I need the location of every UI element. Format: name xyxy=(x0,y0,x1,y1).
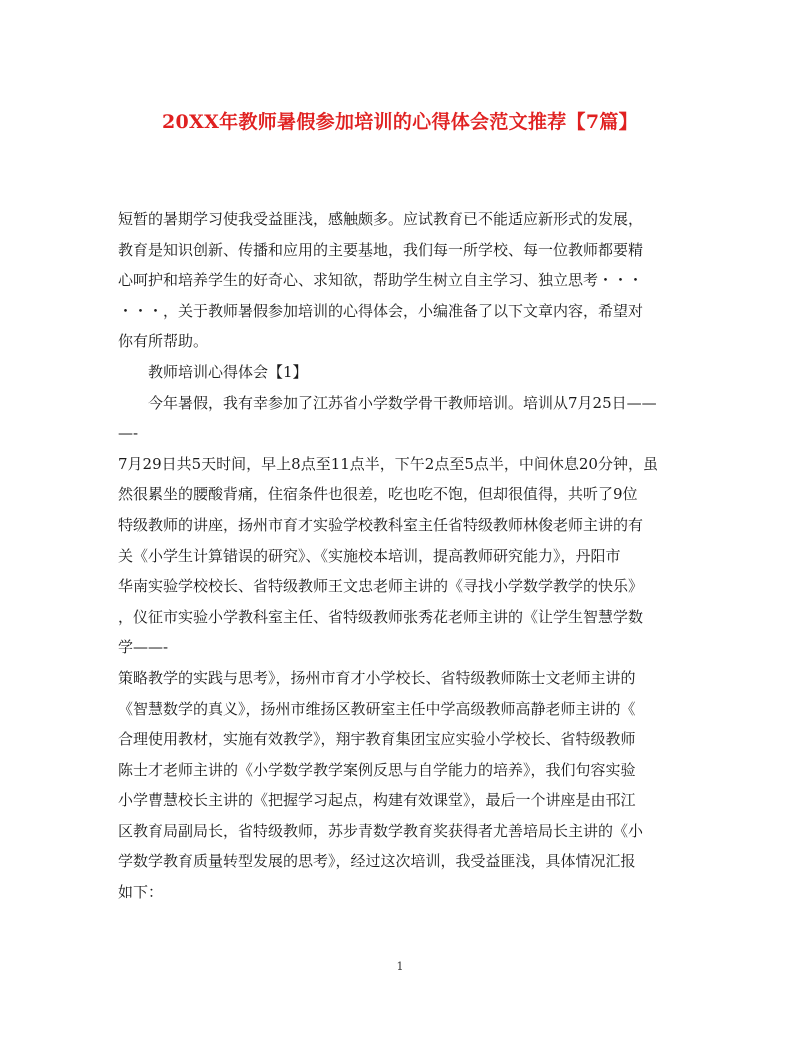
body-line: 7月29日共5天时间，早上8点至11点半，下午2点至5点半，中间休息20分钟，虽 xyxy=(118,454,658,473)
body-line: 你有所帮助。 xyxy=(118,332,209,351)
body-line: 学数学教育质量转型发展的思考》，经过这次培训，我受益匪浅，具体情况汇报 xyxy=(118,852,636,871)
body-line: 策略教学的实践与思考》，扬州市育才小学校长、省特级教师陈士文老师主讲的 xyxy=(118,668,636,687)
body-line: 学——- xyxy=(118,638,169,657)
body-line: ・・・，关于教师暑假参加培训的心得体会，小编准备了以下文章内容，希望对 xyxy=(118,301,644,320)
body-line: 合理使用教材，实施有效教学》，翔宇教育集团宝应实验小学校长、省特级教师 xyxy=(118,730,636,749)
body-line: 心呵护和培养学生的好奇心、求知欲，帮助学生树立自主学习、独立思考・・・ xyxy=(118,271,644,290)
body-line: 然很累坐的腰酸背痛，住宿条件也很差，吃也吃不饱，但却很值得，共听了9位 xyxy=(118,485,638,504)
body-line: 区教育局副局长，省特级教师，苏步青数学教育奖获得者尤善培局长主讲的《小 xyxy=(118,821,644,840)
body-line: —- xyxy=(118,424,139,443)
body-line: 小学曹慧校长主讲的《把握学习起点，构建有效课堂》，最后一个讲座是由邗江 xyxy=(118,791,636,810)
body-line: 如下： xyxy=(118,883,164,902)
document-title: 20XX年教师暑假参加培训的心得体会范文推荐【7篇】 xyxy=(162,111,638,133)
document-body xyxy=(118,204,684,908)
body-line: 今年暑假，我有幸参加了江苏省小学数学骨干教师培训。培训从7月25日—— xyxy=(148,393,657,412)
body-line: 《智慧数学的真义》，扬州市维扬区教研室主任中学高级教师高静老师主讲的《 xyxy=(118,699,636,718)
body-line: 特级教师的讲座，扬州市育才实验学校教科室主任省特级教师林俊老师主讲的有 xyxy=(118,515,644,534)
page-number: 1 xyxy=(396,960,404,973)
body-line: 华南实验学校校长、省特级教师王文忠老师主讲的《寻找小学数学教学的快乐》 xyxy=(118,577,644,596)
body-line: 关《小学生计算错误的研究》、《实施校本培训，提高教师研究能力》，丹阳市 xyxy=(118,546,621,565)
body-line: 教育是知识创新、传播和应用的主要基地，我们每一所学校、每一位教师都要精 xyxy=(118,240,644,259)
section-heading: 教师培训心得体会【1】 xyxy=(148,362,308,381)
body-line: 陈士才老师主讲的《小学数学教学案例反思与自学能力的培养》，我们句容实验 xyxy=(118,760,636,779)
body-line: 短暂的暑期学习使我受益匪浅，感触颇多。应试教育已不能适应新形式的发展， xyxy=(118,210,644,228)
body-line: ，仪征市实验小学教科室主任、省特级教师张秀花老师主讲的《让学生智慧学数 xyxy=(118,607,644,626)
